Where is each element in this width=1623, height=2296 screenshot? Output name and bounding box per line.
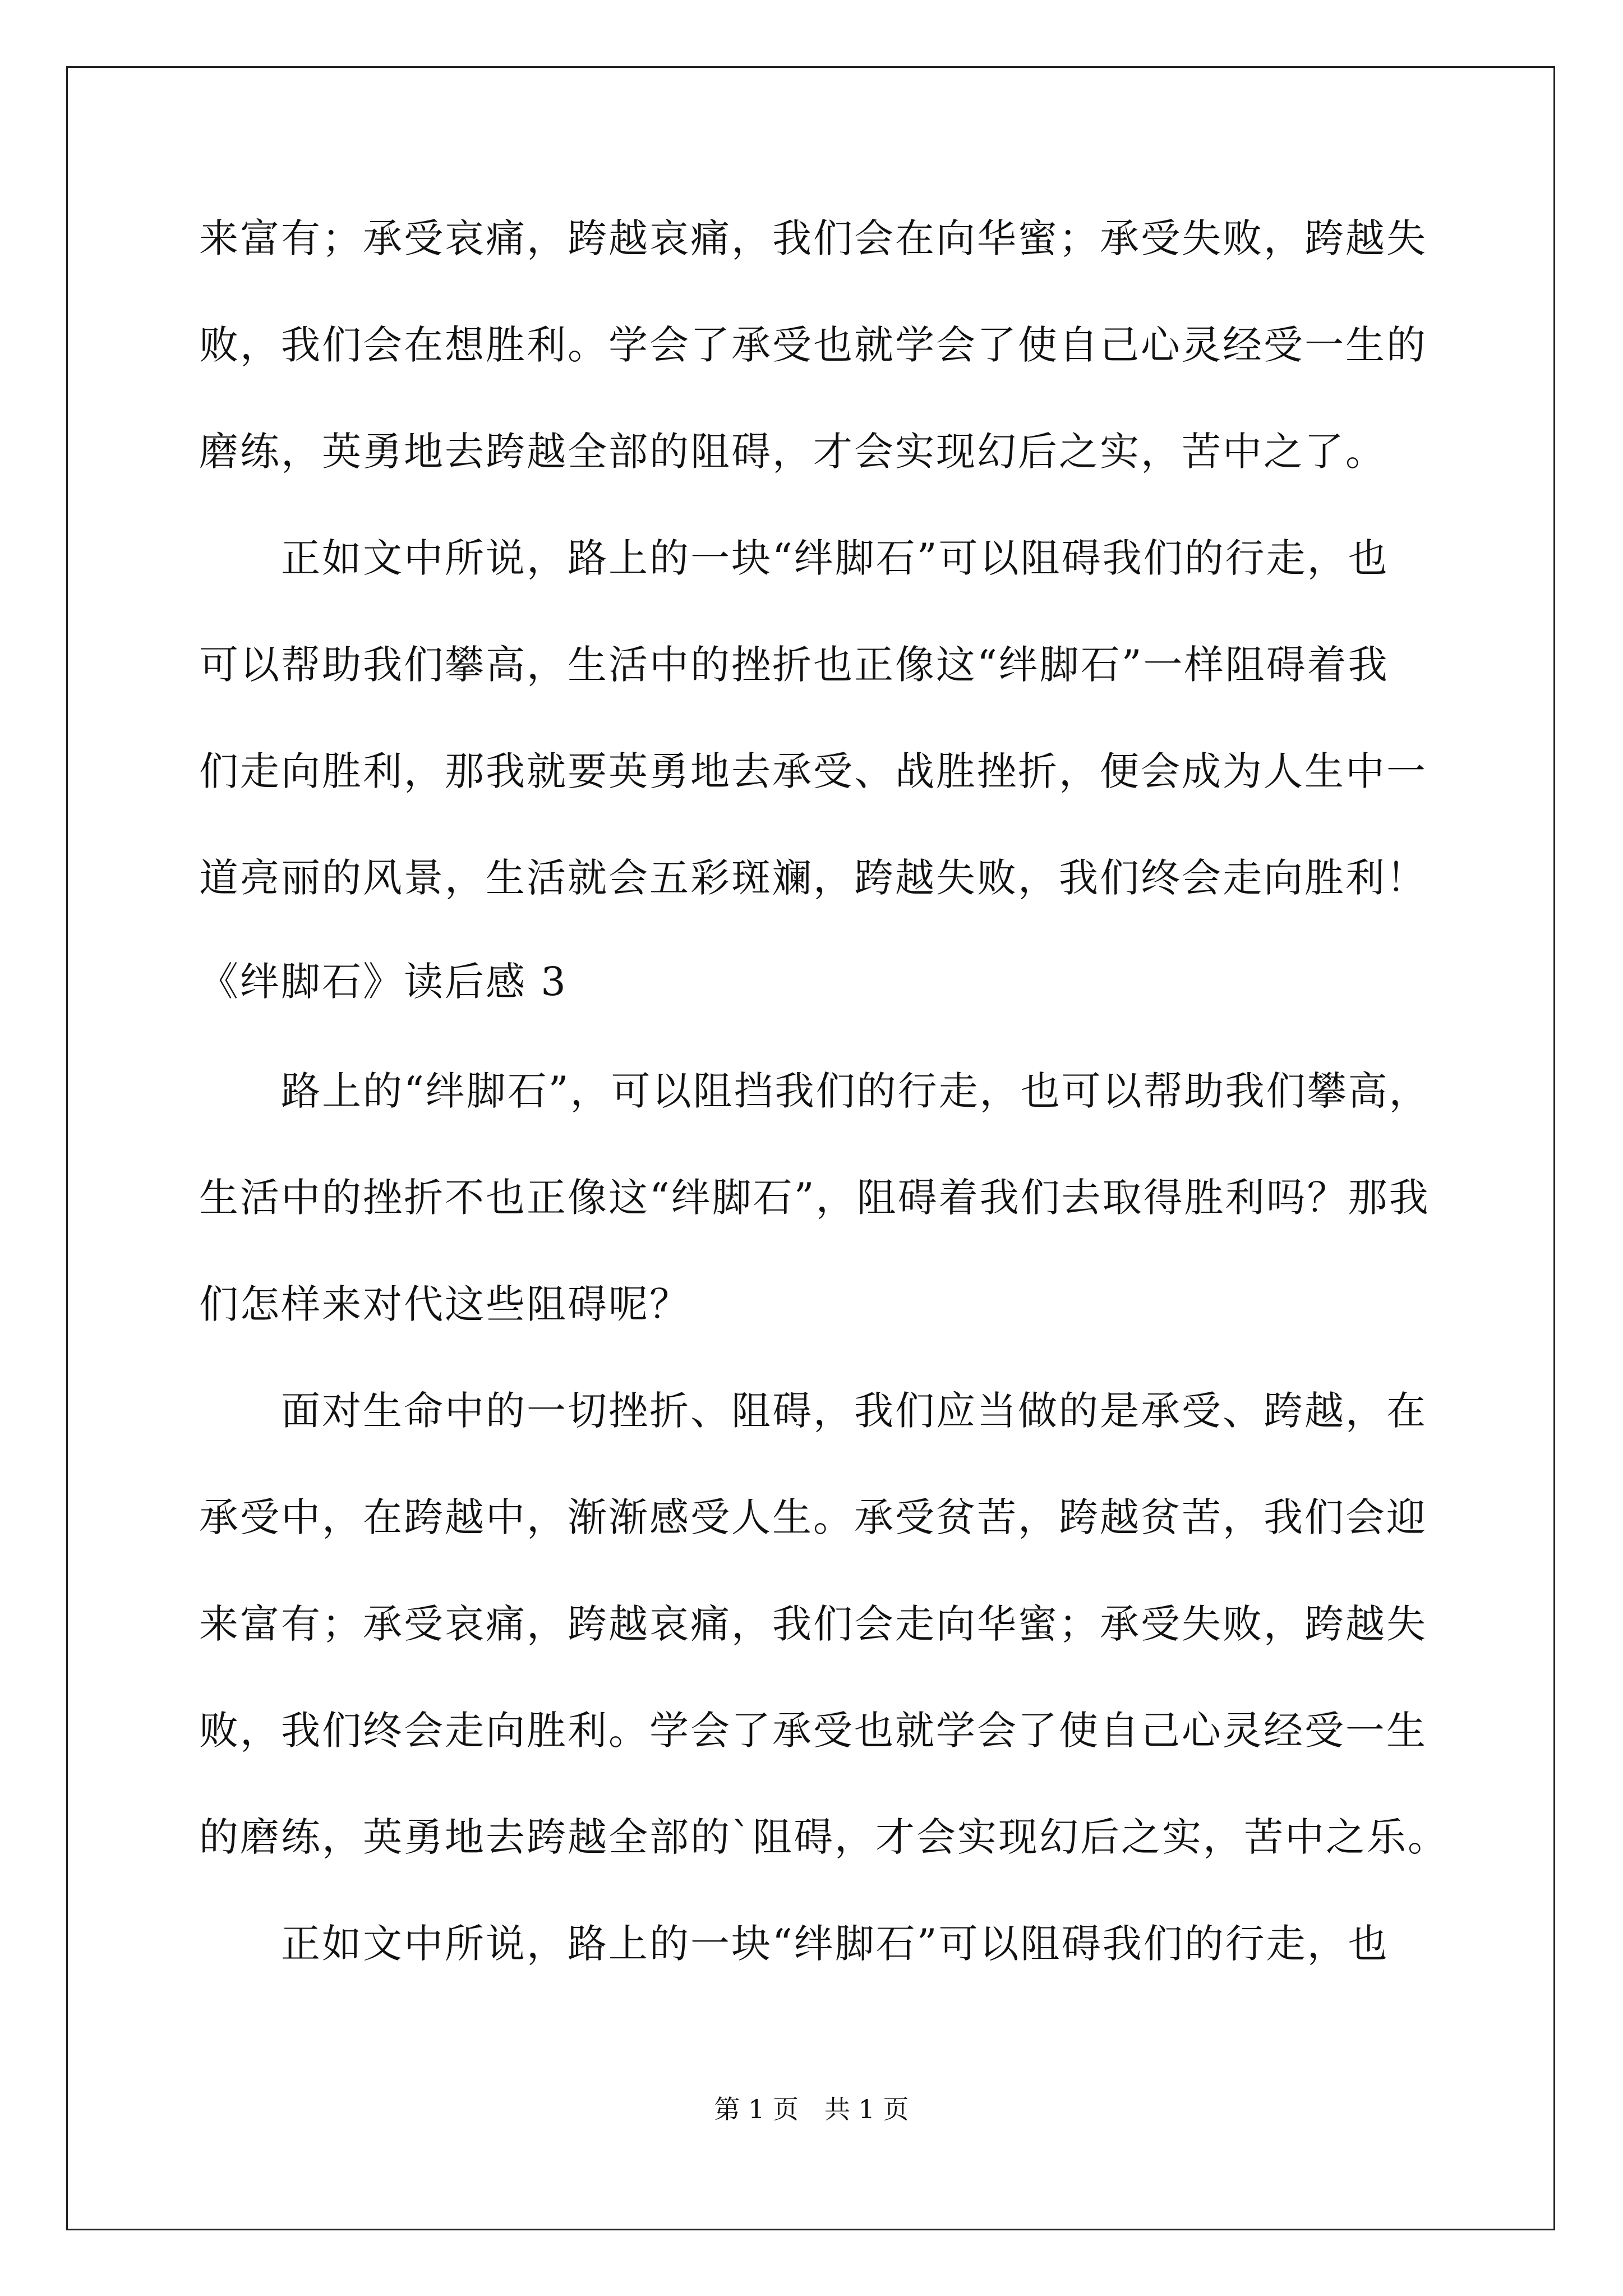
- text-line: 们走向胜利，那我就要英勇地去承受、战胜挫折，便会成为人生中一: [199, 748, 1427, 794]
- text-line: 道亮丽的风景，生活就会五彩斑斓，跨越失败，我们终会走向胜利！: [199, 855, 1427, 901]
- section-heading: 《绊脚石》读后感 3: [199, 959, 568, 1005]
- text-line: 败，我们终会走向胜利。学会了承受也就学会了使自己心灵经受一生: [199, 1708, 1427, 1754]
- page-footer: 第 1 页 共 1 页: [714, 2094, 909, 2124]
- text-line: 可以帮助我们攀高，生活中的挫折也正像这“绊脚石”一样阻碍着我: [199, 642, 1389, 688]
- text-line: 来富有；承受哀痛，跨越哀痛，我们会在向华蜜；承受失败，跨越失: [199, 215, 1427, 261]
- text-line: 来富有；承受哀痛，跨越哀痛，我们会走向华蜜；承受失败，跨越失: [199, 1601, 1427, 1647]
- text-line: 正如文中所说，路上的一块“绊脚石”可以阻碍我们的行走，也: [199, 535, 1389, 581]
- text-line: 生活中的挫折不也正像这“绊脚石”，阻碍着我们去取得胜利吗？那我: [199, 1175, 1430, 1221]
- text-line: 面对生命中的一切挫折、阻碍，我们应当做的是承受、跨越，在: [199, 1388, 1427, 1434]
- page-border: [66, 66, 1555, 2230]
- text-line: 承受中，在跨越中，渐渐感受人生。承受贫苦，跨越贫苦，我们会迎: [199, 1494, 1427, 1540]
- text-line: 路上的“绊脚石”，可以阻挡我们的行走，也可以帮助我们攀高，: [199, 1068, 1430, 1114]
- text-line: 败，我们会在想胜利。学会了承受也就学会了使自己心灵经受一生的: [199, 322, 1427, 368]
- text-line: 们怎样来对代这些阻碍呢？: [199, 1281, 690, 1327]
- text-line: 磨练，英勇地去跨越全部的阻碍，才会实现幻后之实，苦中之了。: [199, 429, 1386, 475]
- text-line: 的磨练，英勇地去跨越全部的`阻碍，才会实现幻后之实，苦中之乐。: [199, 1814, 1449, 1860]
- text-line: 正如文中所说，路上的一块“绊脚石”可以阻碍我们的行走，也: [199, 1921, 1389, 1967]
